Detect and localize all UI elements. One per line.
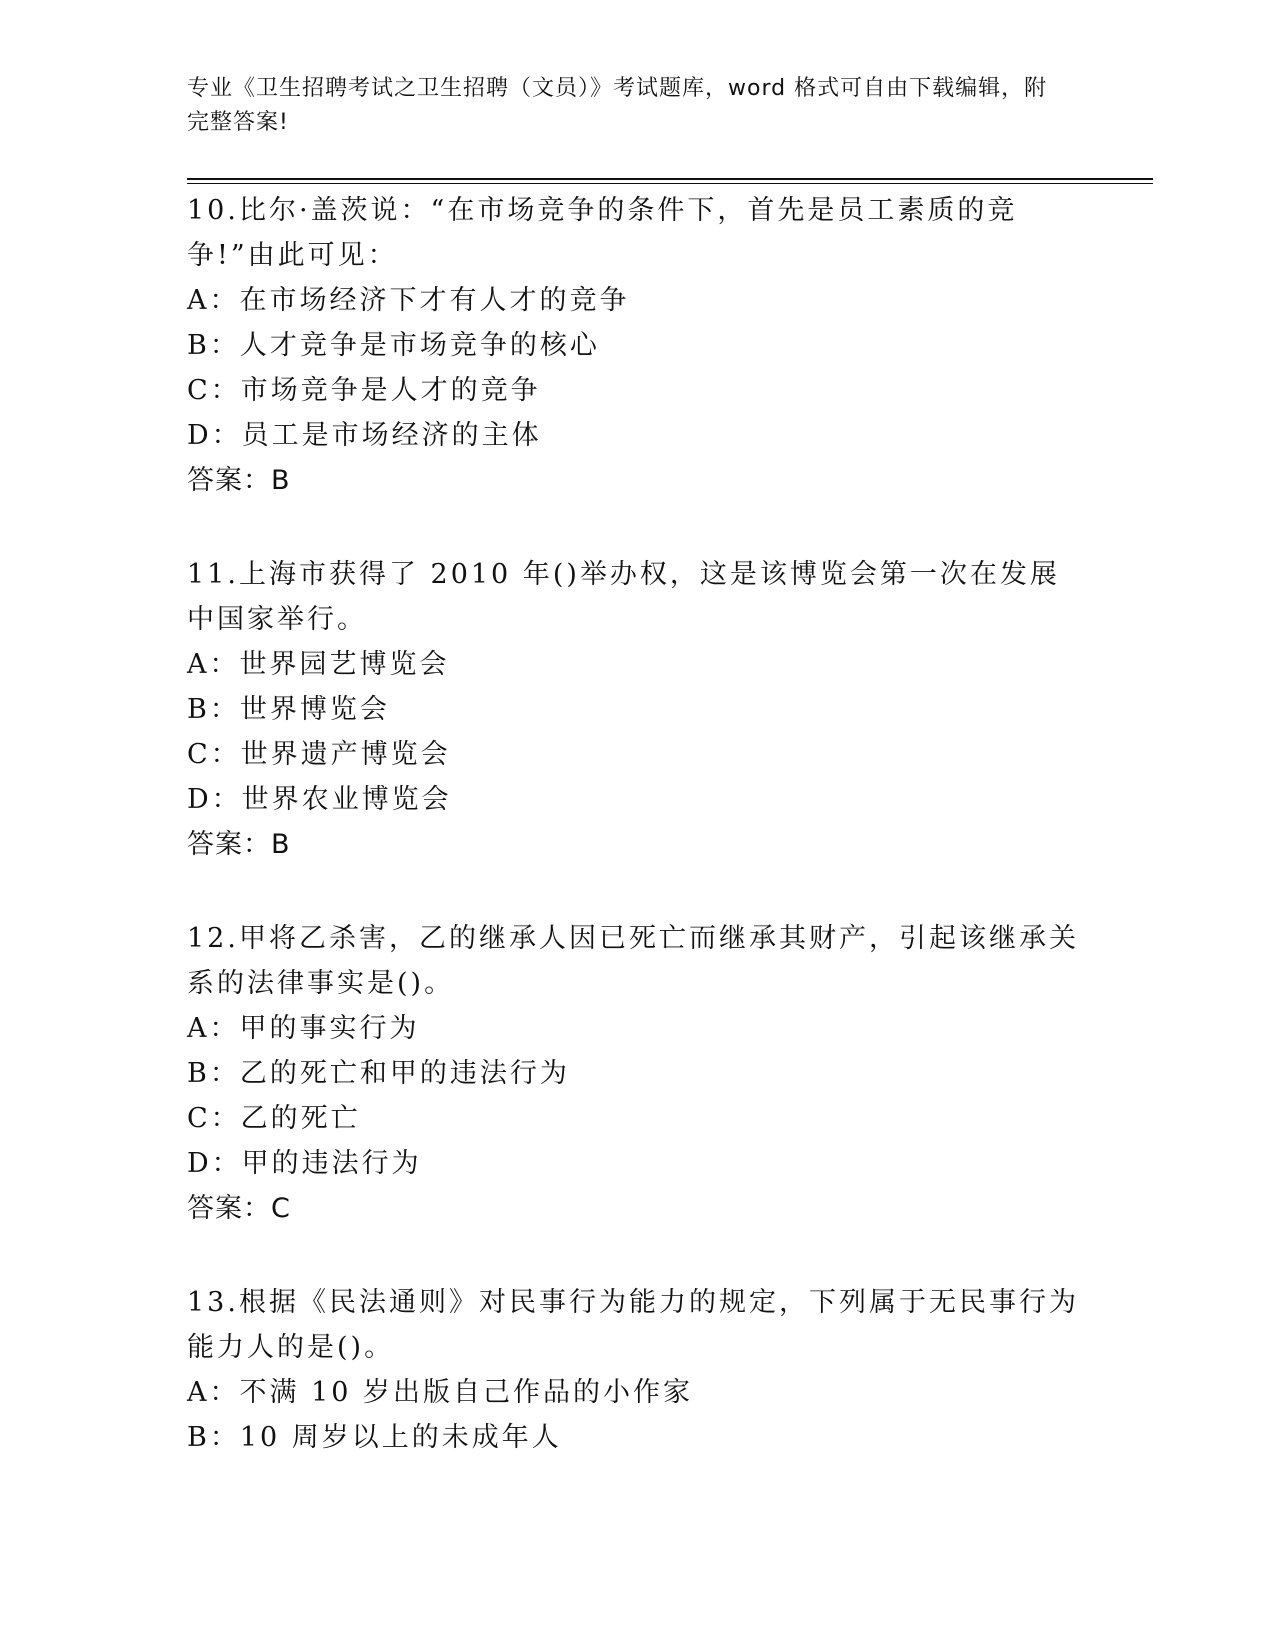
option-b: B：乙的死亡和甲的违法行为: [187, 1058, 570, 1089]
option-b: B：人才竞争是市场竞争的核心: [187, 330, 600, 361]
option-c: C：市场竞争是人才的竞争: [187, 375, 541, 406]
option-a: A：不满 10 岁出版自己作品的小作家: [187, 1377, 694, 1408]
option-a: A：甲的事实行为: [187, 1013, 420, 1044]
option-b: B：世界博览会: [187, 694, 390, 725]
question-12: [187, 916, 1087, 1231]
option-b: B：10 周岁以上的未成年人: [187, 1422, 562, 1453]
option-d: D：世界农业博览会: [187, 784, 452, 815]
question-10: [187, 188, 1087, 503]
question-13: [187, 1280, 1087, 1460]
option-d: D：员工是市场经济的主体: [187, 420, 542, 451]
header-divider-thin: [187, 183, 1153, 184]
question-list: [187, 188, 1087, 1509]
document-header: 专业《卫生招聘考试之卫生招聘（文员）》考试题库，word 格式可自由下载编辑，附完整答案!: [187, 76, 1048, 135]
question-stem: 13.根据《民法通则》对民事行为能力的规定，下列属于无民事行为能力人的是()。: [187, 1287, 1079, 1363]
option-a: A：在市场经济下才有人才的竞争: [187, 285, 630, 316]
question-stem: 10.比尔·盖茨说：“在市场竞争的条件下，首先是员工素质的竞争!”由此可见：: [187, 195, 1018, 271]
question-stem: 11.上海市获得了 2010 年()举办权，这是该博览会第一次在发展中国家举行。: [187, 559, 1060, 635]
option-c: C：世界遗产博览会: [187, 739, 451, 770]
question-11: [187, 552, 1087, 867]
question-stem: 12.甲将乙杀害，乙的继承人因已死亡而继承其财产，引起该继承关系的法律事实是()。: [187, 923, 1079, 999]
answer-line: 答案：C: [187, 1193, 291, 1224]
header-divider-thick: [187, 178, 1153, 180]
option-a: A：世界园艺博览会: [187, 649, 450, 680]
answer-line: 答案：B: [187, 829, 291, 860]
option-c: C：乙的死亡: [187, 1103, 361, 1134]
option-d: D：甲的违法行为: [187, 1148, 422, 1179]
answer-line: 答案：B: [187, 465, 291, 496]
